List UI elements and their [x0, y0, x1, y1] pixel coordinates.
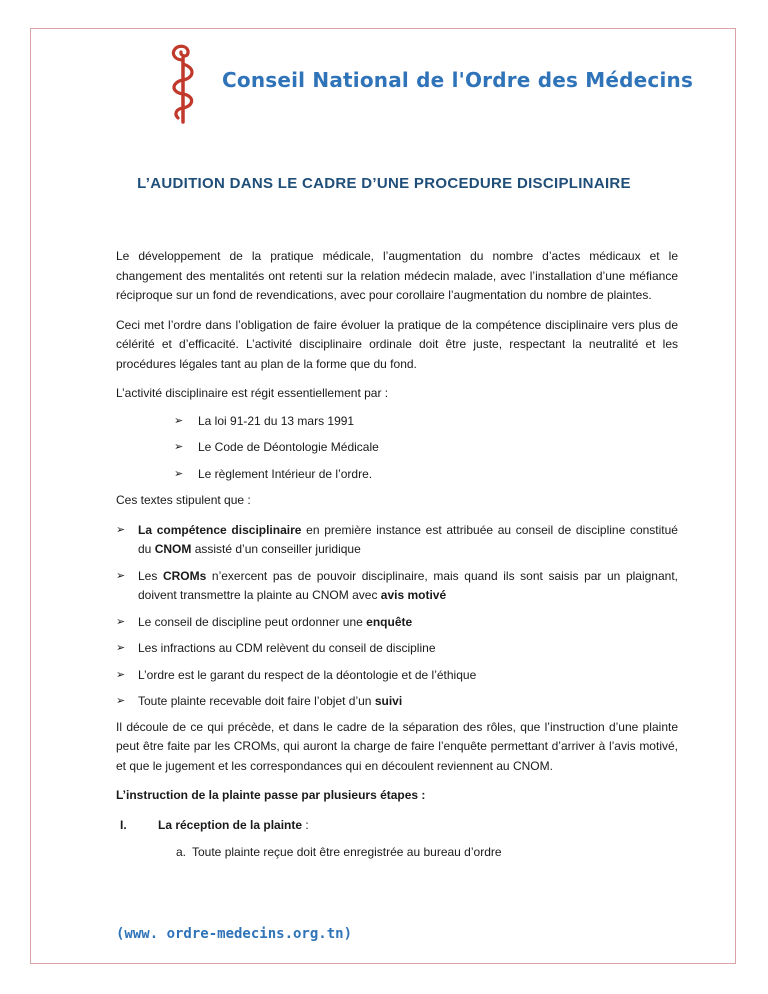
list-item: ➢ L’ordre est le garant du respect de la déontologie et de l’éthique	[116, 666, 678, 686]
org-name: Conseil National de l'Ordre des Médecins	[222, 68, 694, 92]
arrow-bullet-icon: ➢	[116, 523, 126, 536]
arrow-bullet-icon: ➢	[116, 569, 126, 582]
document-body	[116, 247, 678, 863]
letterhead	[160, 44, 694, 124]
sub-step-text: Toute plainte reçue doit être enregistrée au bureau d’ordre	[192, 845, 502, 859]
paragraph: Ceci met l’ordre dans l’obligation de faire évoluer la pratique de la compétence disciplinaire vers plus de célérité et d’efficacité. L’activité disciplinaire ordinale doit être juste, respectant la neutralité et les procédures légales tant au plan de la forme que du fond.	[116, 317, 678, 371]
list-item: ➢ Toute plainte recevable doit faire l’objet d’un suivi	[116, 692, 678, 712]
step-label: La réception de la plainte	[158, 817, 303, 832]
arrow-bullet-icon: ➢	[174, 441, 184, 453]
legal-texts-list	[116, 412, 678, 485]
arrow-bullet-icon: ➢	[116, 695, 126, 707]
document-title: L’AUDITION DANS LE CADRE D’UNE PROCEDURE DISCIPLINAIRE	[137, 175, 631, 192]
paragraph: Ces textes stipulent que :	[116, 493, 251, 507]
list-item: ➢ Les infractions au CDM relèvent du conseil de discipline	[116, 639, 678, 659]
sub-step-letter: a.	[176, 845, 187, 859]
caduceus-icon	[162, 44, 202, 126]
paragraph: Le développement de la pratique médicale, l’augmentation du nombre d’actes médicaux et le changement des mentalités ont retenti sur la relation médecin malade, avec l’installation d’une méfiance réciproque sur un fond de revendications, avec pour corollaire l’augmentation du nombre de plaintes.	[116, 249, 678, 302]
arrow-bullet-icon: ➢	[116, 642, 126, 654]
paragraph: L’activité disciplinaire est régit essentiellement par :	[116, 386, 389, 400]
list-item: ➢ La loi 91-21 du 13 mars 1991	[116, 412, 678, 432]
list-item: ➢ Les CROMs n’exercent pas de pouvoir disciplinaire, mais quand ils sont saisis par un plaignant, doivent transmettre la plainte au CNOM avec avis motivé	[116, 568, 678, 602]
provisions-list	[116, 521, 678, 712]
section-heading: L’instruction de la plainte passe par plusieurs étapes :	[116, 788, 426, 802]
sub-step-item	[116, 843, 678, 863]
arrow-bullet-icon: ➢	[174, 414, 184, 427]
paragraph: Il découle de ce qui précède, et dans le cadre de la séparation des rôles, que l’instruction d’une plainte peut être faite par les CROMs, qui auront la charge de faire l’enquête permettant d’arriver à l’avis motivé, et que le jugement et les correspondances qui en découlent reviennent au CNOM.	[116, 719, 678, 773]
list-item: ➢ La compétence disciplinaire en première instance est attribuée au conseil de discipline constitué du CNOM assisté d’un conseiller juridique	[116, 522, 678, 556]
website-footer: (www. ordre-medecins.org.tn)	[116, 926, 353, 942]
list-item: ➢ Le Code de Déontologie Médicale	[116, 438, 678, 458]
step-numeral: I.	[120, 817, 127, 832]
arrow-bullet-icon: ➢	[174, 467, 184, 480]
step-item: I. La réception de la plainte :	[116, 816, 678, 836]
arrow-bullet-icon: ➢	[116, 615, 126, 628]
list-item: ➢ Le conseil de discipline peut ordonner une enquête	[116, 613, 678, 633]
arrow-bullet-icon: ➢	[116, 668, 126, 681]
list-item: ➢ Le règlement Intérieur de l’ordre.	[116, 465, 678, 485]
